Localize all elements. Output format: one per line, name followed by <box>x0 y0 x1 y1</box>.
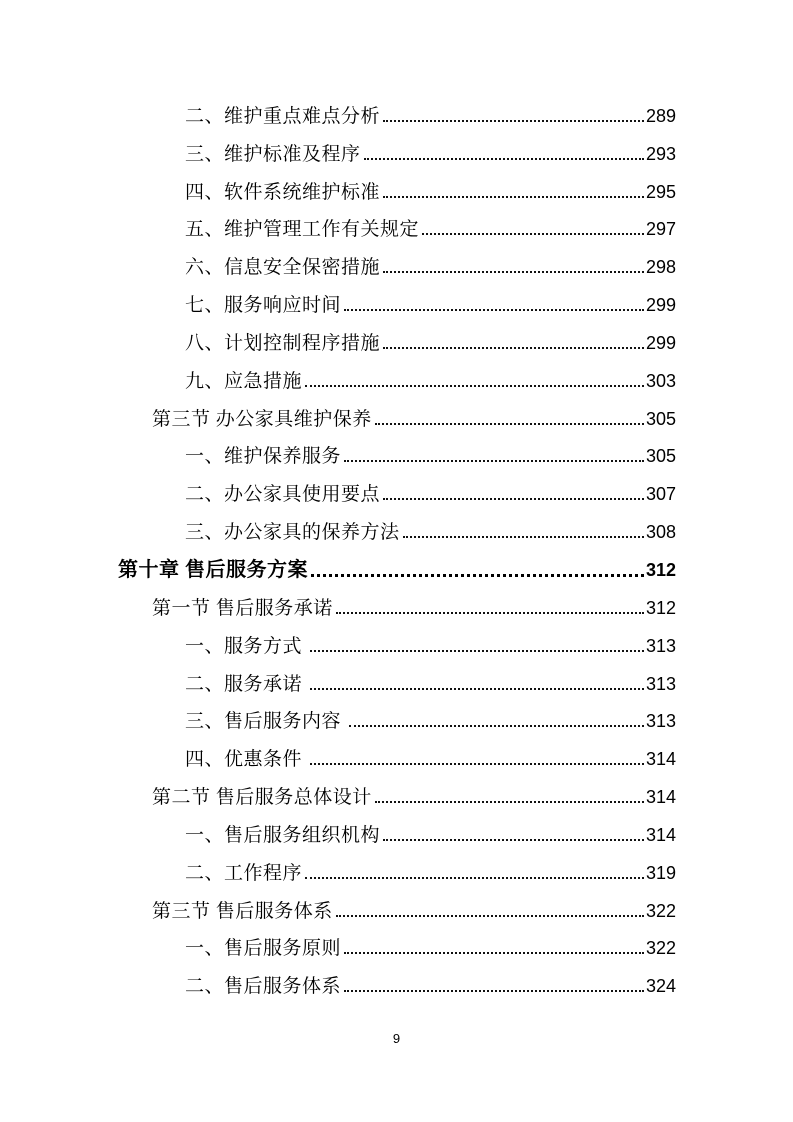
toc-entry[interactable] <box>118 319 676 357</box>
toc-entry-title: 第一节 售后服务承诺 <box>152 597 333 619</box>
toc-entry-title: 八、计划控制程序措施 <box>185 332 381 354</box>
toc-entry[interactable] <box>118 962 676 1000</box>
dot-leader <box>344 460 644 462</box>
toc-entry-page: 314 <box>645 824 676 845</box>
dot-leader <box>305 385 644 387</box>
dot-leader <box>344 990 644 992</box>
toc-entry[interactable] <box>118 433 676 471</box>
dot-leader <box>364 158 644 160</box>
toc-entry[interactable] <box>118 622 676 660</box>
toc-entry[interactable] <box>118 168 676 206</box>
toc-entry-page: 298 <box>645 257 676 278</box>
dot-leader <box>383 347 644 349</box>
toc-entry-title: 第十章 售后服务方案 <box>118 558 308 581</box>
dot-leader <box>310 763 644 765</box>
toc-entry-page: 299 <box>645 332 676 353</box>
toc-entry-title: 七、服务响应时间 <box>185 295 342 317</box>
dot-leader <box>383 839 644 841</box>
dot-leader <box>383 271 644 273</box>
toc-entry-title: 二、售后服务体系 <box>185 976 342 998</box>
dot-leader <box>336 612 644 614</box>
toc-entry-title: 一、售后服务组织机构 <box>185 824 381 846</box>
toc-entry[interactable] <box>118 887 676 925</box>
toc-entry-page: 305 <box>645 446 676 467</box>
toc-entry-page: 307 <box>645 484 676 505</box>
toc-entry[interactable] <box>118 130 676 168</box>
dot-leader <box>383 120 644 122</box>
toc-entry-title: 二、维护重点难点分析 <box>185 105 381 127</box>
toc-entry-page: 314 <box>645 749 676 770</box>
toc-entry-page: 303 <box>645 370 676 391</box>
dot-leader <box>375 801 644 803</box>
toc-entry-page: 313 <box>645 673 676 694</box>
toc-entry-page: 312 <box>645 559 676 580</box>
toc-entry-title: 四、优惠条件 <box>185 749 308 771</box>
dot-leader <box>305 877 644 879</box>
dot-leader <box>310 650 644 652</box>
toc-entry-title: 三、售后服务内容 <box>185 711 347 733</box>
table-of-contents <box>118 92 676 1000</box>
toc-entry-title: 三、维护标准及程序 <box>185 143 361 165</box>
toc-entry-title: 第二节 售后服务总体设计 <box>152 787 372 809</box>
toc-entry-page: 295 <box>645 181 676 202</box>
toc-entry-title: 一、维护保养服务 <box>185 446 342 468</box>
toc-entry-page: 312 <box>645 597 676 618</box>
toc-entry-page: 289 <box>645 105 676 126</box>
toc-entry-title: 三、办公家具的保养方法 <box>185 522 400 544</box>
toc-entry[interactable] <box>118 281 676 319</box>
toc-entry-page: 313 <box>645 635 676 656</box>
toc-entry[interactable] <box>118 395 676 433</box>
dot-leader <box>422 233 644 235</box>
dot-leader <box>403 536 644 538</box>
toc-entry-title: 一、服务方式 <box>185 635 308 657</box>
toc-entry-page: 293 <box>645 143 676 164</box>
toc-entry[interactable] <box>118 811 676 849</box>
toc-entry[interactable] <box>118 206 676 244</box>
toc-entry-title: 二、办公家具使用要点 <box>185 484 381 506</box>
toc-entry[interactable] <box>118 735 676 773</box>
toc-entry[interactable] <box>118 925 676 963</box>
toc-entry-page: 322 <box>645 900 676 921</box>
toc-entry[interactable] <box>118 584 676 622</box>
toc-entry-title: 六、信息安全保密措施 <box>185 257 381 279</box>
page-number: 9 <box>392 1031 401 1046</box>
toc-entry-page: 305 <box>645 408 676 429</box>
dot-leader <box>349 725 644 727</box>
toc-entry[interactable] <box>118 508 676 546</box>
toc-entry[interactable] <box>118 773 676 811</box>
toc-entry-page: 322 <box>645 938 676 959</box>
page-footer <box>0 1030 793 1048</box>
toc-entry[interactable] <box>118 849 676 887</box>
toc-entry[interactable] <box>118 92 676 130</box>
dot-leader <box>375 423 644 425</box>
toc-entry[interactable] <box>118 357 676 395</box>
toc-entry-page: 308 <box>645 522 676 543</box>
toc-entry-title: 二、服务承诺 <box>185 673 308 695</box>
toc-entry-title: 第三节 办公家具维护保养 <box>152 408 372 430</box>
toc-entry[interactable] <box>118 546 676 584</box>
toc-entry[interactable] <box>118 698 676 736</box>
toc-entry[interactable] <box>118 660 676 698</box>
dot-leader <box>310 688 644 690</box>
dot-leader <box>311 574 644 577</box>
toc-entry-page: 314 <box>645 787 676 808</box>
toc-entry-title: 四、软件系统维护标准 <box>185 181 381 203</box>
dot-leader <box>336 915 644 917</box>
toc-entry-page: 299 <box>645 295 676 316</box>
dot-leader <box>383 498 644 500</box>
dot-leader <box>344 952 644 954</box>
toc-entry-page: 324 <box>645 976 676 997</box>
toc-entry[interactable] <box>118 243 676 281</box>
toc-entry-title: 九、应急措施 <box>185 370 303 392</box>
toc-entry-title: 一、售后服务原则 <box>185 938 342 960</box>
toc-entry[interactable] <box>118 470 676 508</box>
toc-entry-title: 五、维护管理工作有关规定 <box>185 219 420 241</box>
dot-leader <box>383 196 644 198</box>
toc-entry-page: 319 <box>645 862 676 883</box>
toc-entry-title: 第三节 售后服务体系 <box>152 900 333 922</box>
toc-entry-title: 二、工作程序 <box>185 862 303 884</box>
toc-entry-page: 297 <box>645 219 676 240</box>
toc-entry-page: 313 <box>645 711 676 732</box>
dot-leader <box>344 309 644 311</box>
